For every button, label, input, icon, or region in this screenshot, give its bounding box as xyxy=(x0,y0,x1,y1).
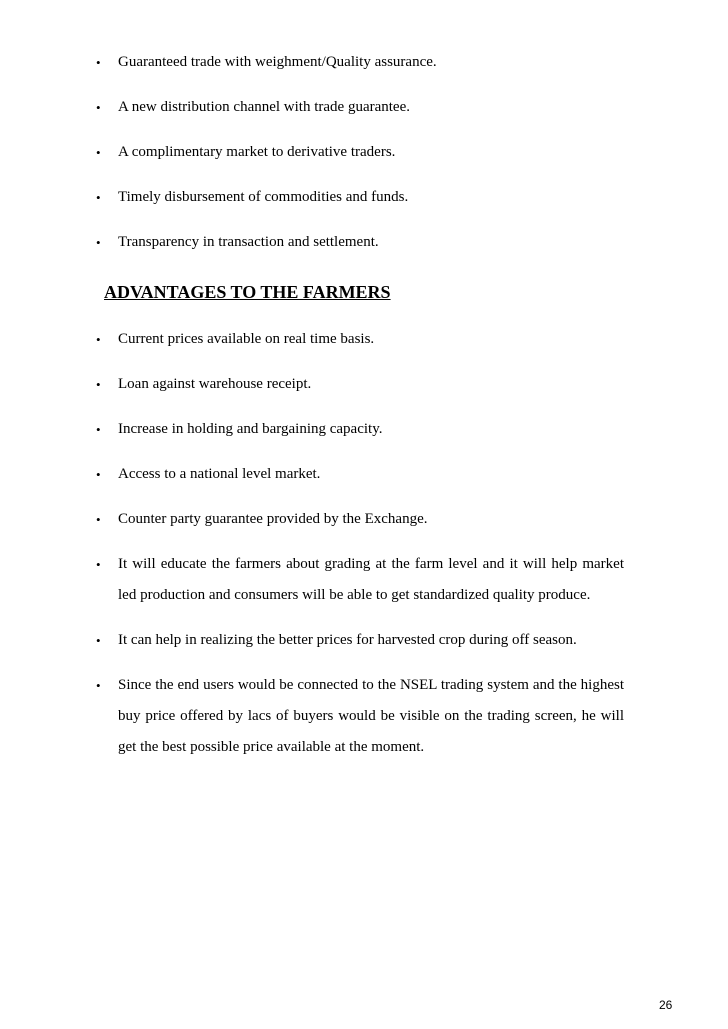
bullet-icon: • xyxy=(96,377,101,392)
bullet-icon: • xyxy=(96,512,101,527)
bullet-icon: • xyxy=(96,235,101,250)
bullet-icon: • xyxy=(96,55,101,70)
list-item-text: Counter party guarantee provided by the Exchange. xyxy=(118,511,428,527)
list-item-text: Increase in holding and bargaining capacity. xyxy=(118,421,383,437)
list-item-text: Since the end users would be connected to the NSEL trading system and the highest buy price offered by lacs of buyers would be visible on the trading screen, he will get the best possible price available at the moment. xyxy=(118,677,624,755)
list-item xyxy=(94,324,624,355)
list-item xyxy=(94,47,624,78)
bullet-icon: • xyxy=(96,332,101,347)
bullet-icon: • xyxy=(96,190,101,205)
section-heading: ADVANTAGES TO THE FARMERS xyxy=(104,282,391,302)
list-item xyxy=(94,459,624,490)
bullet-icon: • xyxy=(96,422,101,437)
list-item-text: A new distribution channel with trade guarantee. xyxy=(118,99,410,115)
bullet-icon: • xyxy=(96,678,101,693)
list-item-text: Current prices available on real time basis. xyxy=(118,331,375,347)
list-item-text: A complimentary market to derivative traders. xyxy=(118,144,396,160)
bullet-icon: • xyxy=(96,145,101,160)
list-item xyxy=(94,182,624,213)
farmers-advantages-list xyxy=(94,324,624,777)
list-item xyxy=(94,414,624,445)
bullet-icon: • xyxy=(96,100,101,115)
bullet-icon: • xyxy=(96,467,101,482)
list-item xyxy=(94,504,624,535)
list-item-text: Transparency in transaction and settlement. xyxy=(118,234,379,250)
bullet-icon: • xyxy=(96,557,101,572)
list-item xyxy=(94,137,624,168)
list-item xyxy=(94,670,624,763)
list-item xyxy=(94,369,624,400)
benefits-bullet-list xyxy=(94,47,624,272)
list-item xyxy=(94,625,624,656)
list-item xyxy=(94,92,624,123)
list-item-text: Loan against warehouse receipt. xyxy=(118,376,312,392)
list-item xyxy=(94,227,624,258)
list-item xyxy=(94,549,624,611)
list-item-text: Timely disbursement of commodities and funds. xyxy=(118,189,409,205)
page-number: 26 xyxy=(659,998,673,1012)
list-item-text: Guaranteed trade with weighment/Quality assurance. xyxy=(118,54,437,70)
bullet-icon: • xyxy=(96,633,101,648)
list-item-text: It can help in realizing the better prices for harvested crop during off season. xyxy=(118,632,577,648)
list-item-text: Access to a national level market. xyxy=(118,466,321,482)
list-item-text: It will educate the farmers about grading at the farm level and it will help market led production and consumers will be able to get standardized quality produce. xyxy=(118,556,624,603)
